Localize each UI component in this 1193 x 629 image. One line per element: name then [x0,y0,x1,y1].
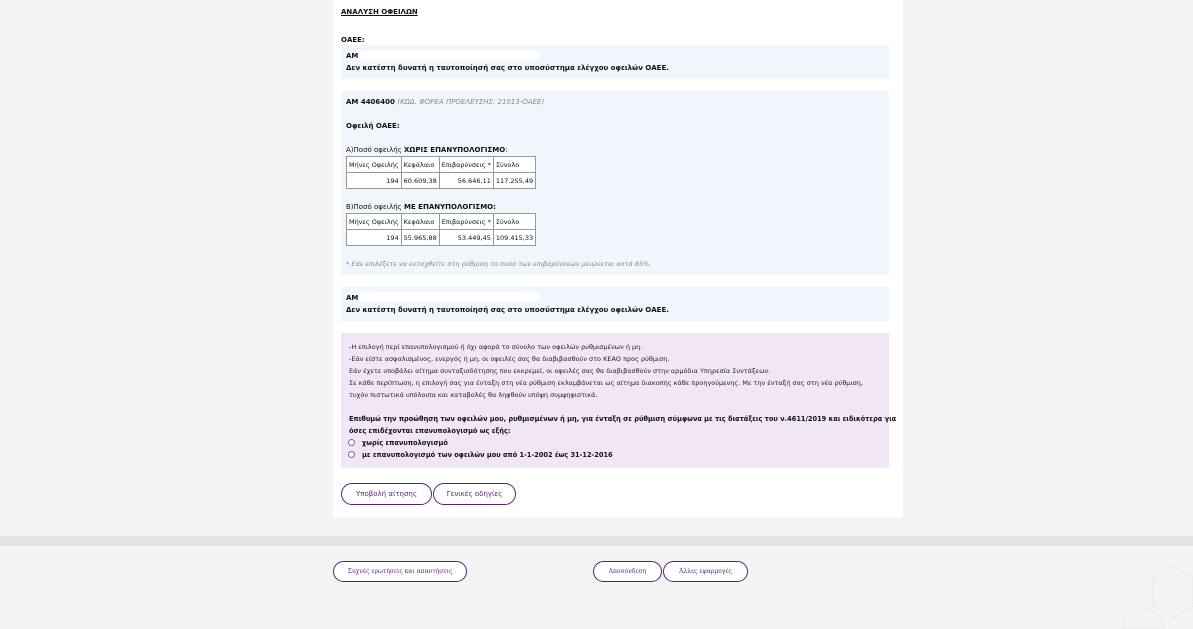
info-line: Εάν έχετε υποβάλει αίτημα συνταξιοδότησης που εκκρεμεί, οι οφειλές σας θα διαβιβασθούν στην αρμόδια Υπηρεσία Συντάξεων. [349,367,771,375]
am-block-3 [341,287,889,321]
header-cell: Κεφάλαιο [401,214,439,230]
surcharge-note: * Εάν επιλέξετε να ενταχθείτε στη ρύθμιση το ποσό των επιβαρύνσεων μειώνεται κατά 85%. [346,260,652,268]
header-cell: Σύνολο [493,157,535,173]
am-origin-code: (ΚΩΔ. ΦΟΡΕΑ ΠΡΟΕΛΕΥΣΗΣ: 21013-ΟΑΕΕ) [397,98,545,106]
debt-b-prefix: Β)Ποσό οφειλής [346,203,404,211]
debt-table-b [346,213,536,246]
am-block-2 [341,91,889,275]
am-number: ΑΜ 4406400 [346,98,395,106]
info-line: -Εάν είστε ασφαλισμένος, ενεργός ή μη, οι οφειλές σας θα διαβιβασθούν στο ΚΕΑΟ προς ρύθμιση. [349,355,670,363]
table-row [347,173,536,189]
table-cell: 194 [347,230,402,246]
am-info [346,98,544,106]
am-label: ΑΜ [346,52,359,60]
oaee-label: ΟΑΕΕ: [341,36,365,44]
redacted-area [359,292,539,302]
decorative-hexagon [1113,566,1193,629]
submit-button[interactable]: Υποβολή αίτησης [341,483,432,505]
header-cell: Μήνες Οφειλής [347,157,402,173]
debt-b-label [346,203,496,211]
identification-error: Δεν κατέστη δυνατή η ταυτοποίησή σας στο υποσύστημα ελέγχου οφειλών ΟΑΕΕ. [346,306,669,314]
table-cell: 60.609,38 [401,173,439,189]
table-cell: 56.646,11 [439,173,493,189]
general-instructions-button[interactable]: Γενικές οδηγίες [433,483,516,505]
debt-a-prefix: Α)Ποσό οφειλής [346,146,404,154]
table-header-row [347,214,536,230]
radio-with-recalc[interactable] [348,451,355,458]
other-apps-button[interactable]: Άλλες εφαρμογές [663,561,748,582]
table-cell: 194 [347,173,402,189]
redacted-area [359,50,539,60]
section-title: ΑΝΑΛΥΣΗ ΟΦΕΙΛΩΝ [341,8,418,16]
info-panel [341,333,897,468]
table-cell: 55.965,88 [401,230,439,246]
am-label: ΑΜ [346,294,359,302]
debt-a-bold: ΧΩΡΙΣ ΕΠΑΝΥΠΟΛΟΓΙΣΜΟ [403,146,506,154]
table-cell: 53.449,45 [439,230,493,246]
header-cell: Επιβαρύνσεις * [439,157,493,173]
identification-error: Δεν κατέστη δυνατή η ταυτοποίησή σας στο υποσύστημα ελέγχου οφειλών ΟΑΕΕ. [346,64,669,72]
faq-link[interactable]: Συχνές ερωτήσεις και απαντήσεις [333,561,467,582]
option-with-recalc-label[interactable]: με επανυπολογισμό των οφειλών μου από 1-1-2002 έως 31-12-2016 [362,451,613,459]
question-line: Επιθυμώ την προώθηση των οφειλών μου, ρυθμισμένων ή μη, για ένταξη σε ρύθμιση σύμφωνα με τις διατάξεις του ν.4611/2019 και ειδικότερα για [349,415,897,423]
debt-b-bold: ΜΕ ΕΠΑΝΥΠΟΛΟΓΙΣΜΟ: [404,203,496,211]
info-line: -Η επιλογή περί επανυπολογισμού ή όχι αφορά το σύνολο των οφειλών ρυθμισμένων ή μη. [349,343,643,351]
debt-a-label [346,146,508,154]
header-cell: Μήνες Οφειλής [347,214,402,230]
info-line: Σε κάθε περίπτωση, η επιλογή σας για ένταξη στη νέα ρύθμιση εκλαμβάνεται ως αίτημα διακοπής κάθε προηγούμενης. Με την ένταξή σας στη νέα ρύθμιση, [349,379,863,387]
footer-divider [0,536,1193,546]
header-cell: Κεφάλαιο [401,157,439,173]
table-header-row [347,157,536,173]
footer [0,546,1193,629]
option-no-recalc-label[interactable]: χωρίς επανυπολογισμό [362,439,448,447]
logout-button[interactable]: Αποσύνδεση [593,561,662,582]
radio-no-recalc[interactable] [348,439,355,446]
debt-table-a [346,156,536,189]
header-cell: Επιβαρύνσεις * [439,214,493,230]
am-block-1 [341,45,889,79]
table-cell: 117.255,49 [493,173,535,189]
info-line: τυχόν πιστωτικά υπόλοιπα και καταβολές θα ληφθούν υπόψη συμψηφιστικά. [349,391,598,399]
debt-title: Οφειλή ΟΑΕΕ: [346,122,400,130]
header-cell: Σύνολο [493,214,535,230]
table-cell: 109.415,33 [493,230,535,246]
table-row [347,230,536,246]
question-line: όσες επιδέχονται επανυπολογισμό ως εξής: [349,427,511,435]
debt-a-suffix: : [505,146,508,154]
